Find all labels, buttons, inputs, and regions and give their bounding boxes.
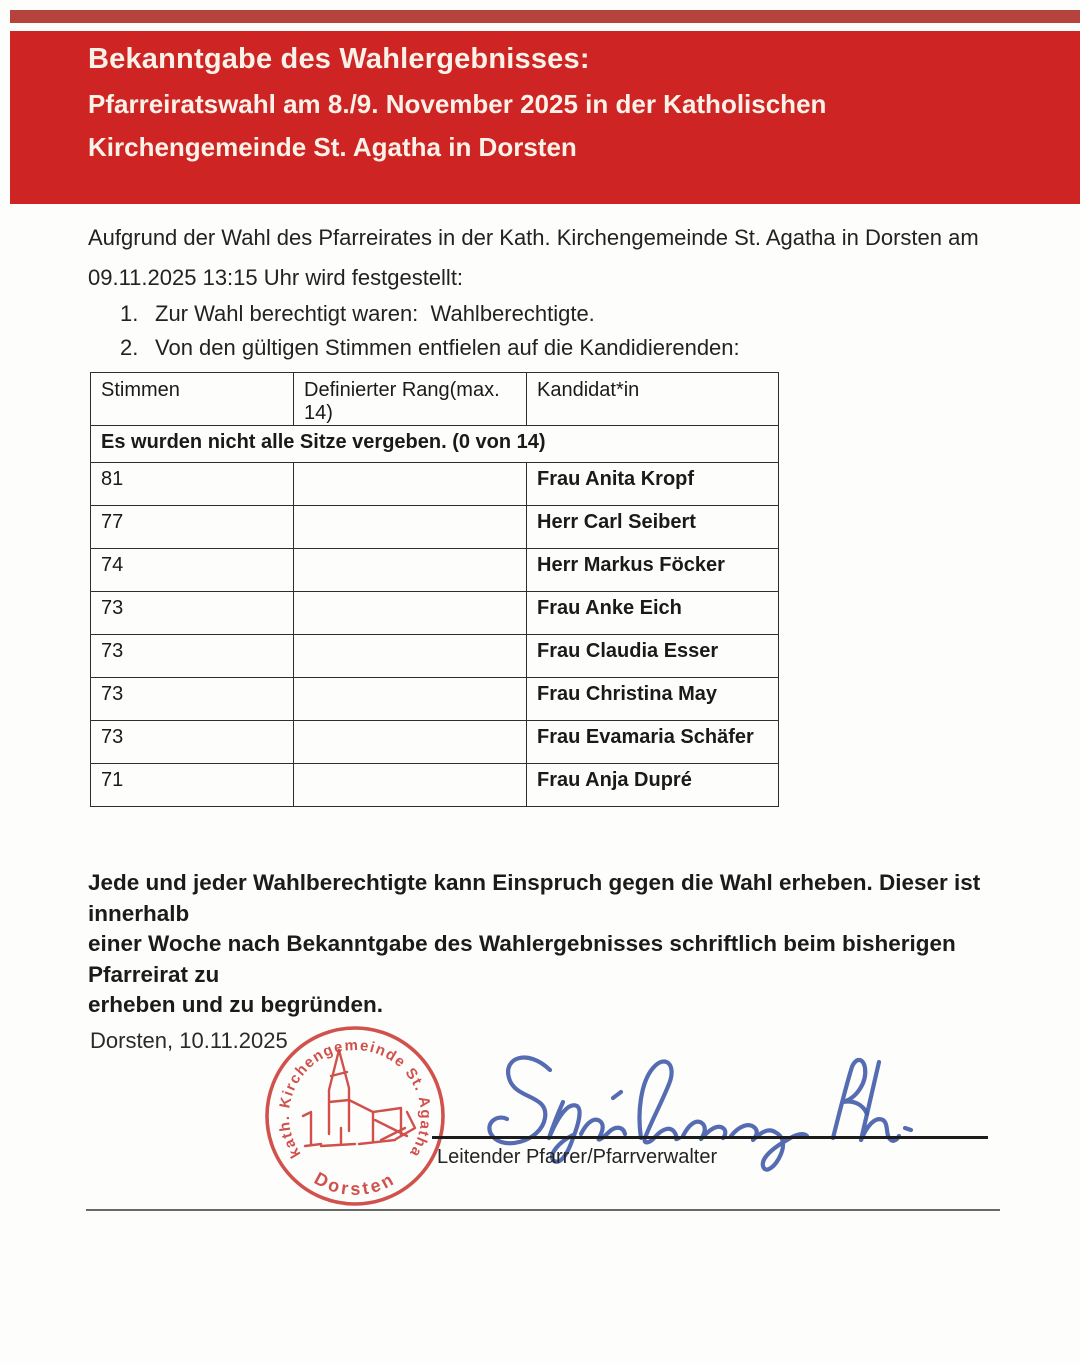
table-note: Es wurden nicht alle Sitze vergeben. (0 von 14)	[91, 426, 779, 463]
votes-cell: 73	[91, 721, 294, 764]
list-item-number: 1.	[120, 301, 139, 326]
rank-cell	[294, 549, 527, 592]
table-row	[91, 678, 779, 721]
votes-cell: 77	[91, 506, 294, 549]
banner-subtitle-line1: Pfarreiratswahl am 8./9. November 2025 in der Katholischen	[88, 89, 827, 119]
numbered-list	[120, 297, 980, 365]
list-item-text: Von den gültigen Stimmen entfielen auf die Kandidierenden:	[155, 335, 740, 360]
column-header-rang: Definierter Rang(max. 14)	[294, 373, 527, 426]
scan-artifact-strip	[10, 10, 1080, 23]
rank-cell	[294, 506, 527, 549]
table-row	[91, 549, 779, 592]
objection-line3: erheben und zu begründen.	[88, 992, 384, 1017]
table-row	[91, 592, 779, 635]
signature-role-label: Leitender Pfarrer/Pfarrverwalter	[437, 1146, 718, 1168]
table-row	[91, 635, 779, 678]
votes-cell: 74	[91, 549, 294, 592]
intro-line2: 09.11.2025 13:15 Uhr wird festgestellt:	[88, 265, 464, 290]
column-header-stimmen: Stimmen	[91, 373, 294, 426]
signature-line	[432, 1136, 988, 1139]
list-item-text: Zur Wahl berechtigt waren: Wahlberechtigte.	[155, 301, 595, 326]
votes-cell: 71	[91, 764, 294, 807]
list-item	[120, 297, 980, 331]
stamp-ring-text: kath. Kirchengemeinde St. Agatha	[275, 1036, 435, 1161]
candidate-cell: Frau Anita Kropf	[527, 463, 779, 506]
objection-line2: einer Woche nach Bekanntgabe des Wahlergebnisses schriftlich beim bisherigen Pfarreirat zu	[88, 931, 956, 987]
votes-cell: 73	[91, 678, 294, 721]
rank-cell	[294, 764, 527, 807]
date-place: Dorsten, 10.11.2025	[90, 1028, 288, 1053]
intro-line1: Aufgrund der Wahl des Pfarreirates in der Kath. Kirchengemeinde St. Agatha in Dorsten am	[88, 225, 979, 250]
candidate-cell: Frau Claudia Esser	[527, 635, 779, 678]
column-header-kandidat: Kandidat*in	[527, 373, 779, 426]
candidate-cell: Frau Anja Dupré	[527, 764, 779, 807]
objection-paragraph	[88, 868, 988, 1021]
table-note-row	[91, 426, 779, 463]
rank-cell	[294, 463, 527, 506]
candidate-cell: Herr Carl Seibert	[527, 506, 779, 549]
table-row	[91, 764, 779, 807]
table-header-row	[91, 373, 779, 426]
banner-subtitle-line2: Kirchengemeinde St. Agatha in Dorsten	[88, 132, 577, 162]
candidate-cell: Herr Markus Föcker	[527, 549, 779, 592]
title-banner	[10, 31, 1080, 204]
list-item-number: 2.	[120, 335, 139, 360]
candidate-cell: Frau Evamaria Schäfer	[527, 721, 779, 764]
rank-cell	[294, 678, 527, 721]
intro-paragraph	[88, 218, 988, 298]
stamp-bottom-text: Dorsten	[310, 1168, 400, 1200]
candidate-cell: Frau Anke Eich	[527, 592, 779, 635]
table-row	[91, 463, 779, 506]
votes-cell: 73	[91, 592, 294, 635]
rank-cell	[294, 635, 527, 678]
votes-cell: 73	[91, 635, 294, 678]
table-row	[91, 721, 779, 764]
bottom-rule	[86, 1209, 1000, 1211]
signature	[455, 1040, 925, 1200]
objection-line1: Jede und jeder Wahlberechtigte kann Einspruch gegen die Wahl erheben. Dieser ist innerhalb	[88, 870, 981, 926]
banner-title: Bekanntgabe des Wahlergebnisses:	[88, 43, 590, 75]
candidate-cell: Frau Christina May	[527, 678, 779, 721]
rank-cell	[294, 592, 527, 635]
results-table	[90, 372, 779, 807]
stamp-outer-ring	[267, 1028, 443, 1204]
parish-stamp	[255, 1016, 455, 1216]
votes-cell: 81	[91, 463, 294, 506]
list-item	[120, 331, 980, 365]
table-row	[91, 506, 779, 549]
rank-cell	[294, 721, 527, 764]
